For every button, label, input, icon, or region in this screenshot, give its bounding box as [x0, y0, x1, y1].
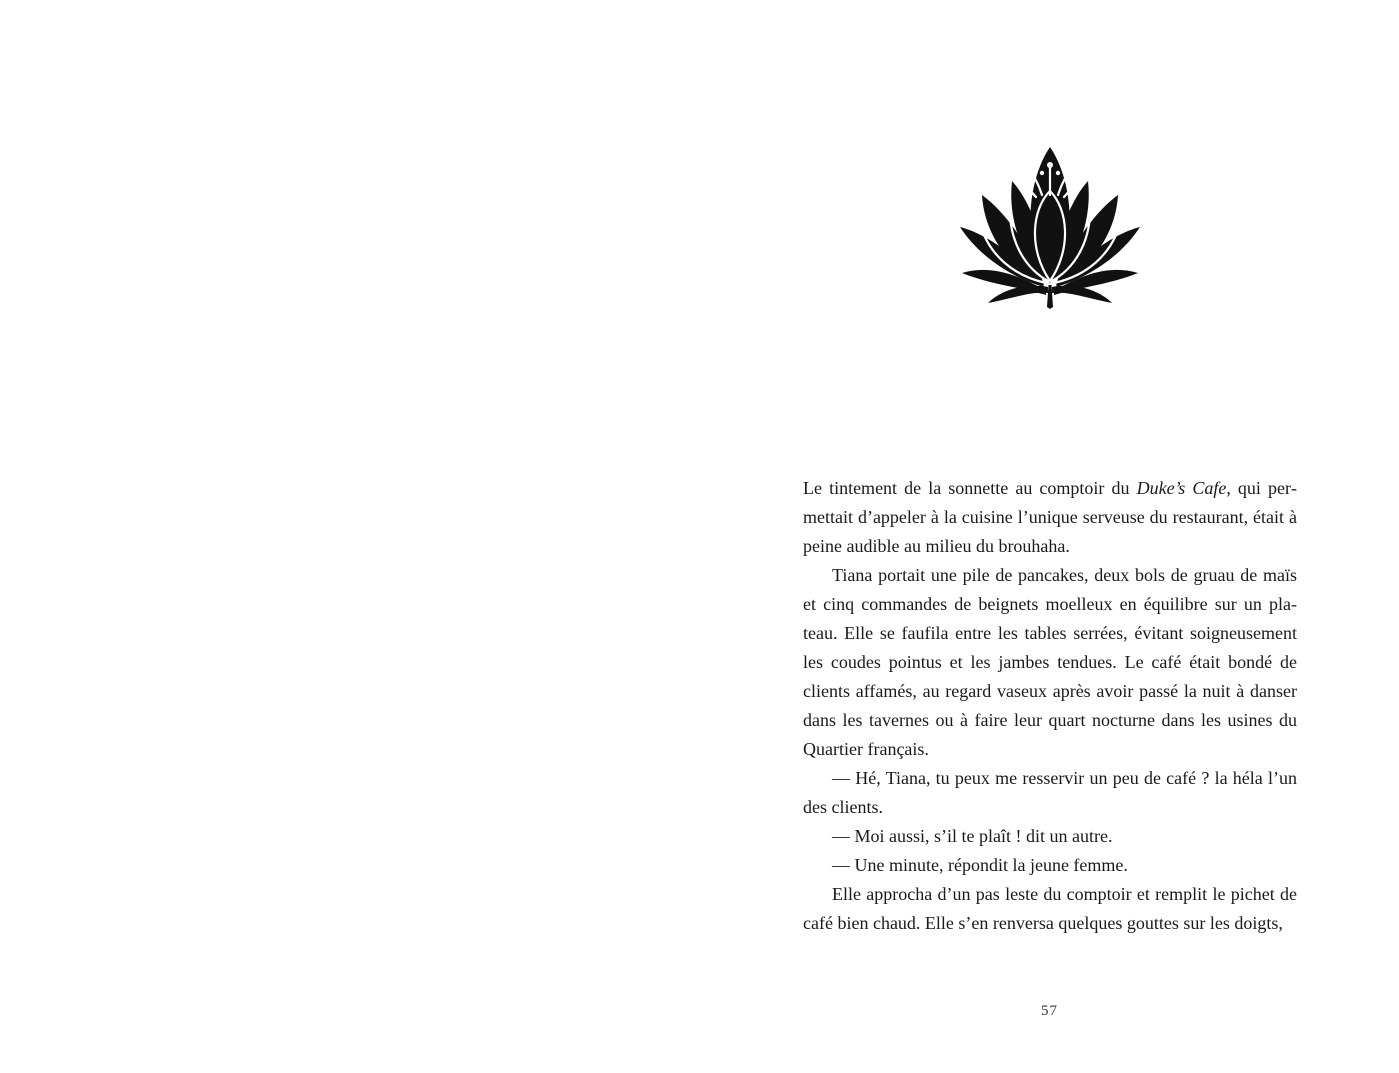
dialogue-line-1: — Hé, Tiana, tu peux me resservir un peu de café ? la héla l’un des clients.	[803, 768, 1297, 817]
dialogue-line-3: — Une minute, répondit la jeune femme.	[832, 855, 1128, 875]
body-text	[803, 474, 1297, 938]
paragraph-last: Elle approcha d’un pas leste du comptoir et remplit le pichet de café bien chaud. Elle s’en renversa quelques gouttes sur les doigts,	[803, 884, 1297, 933]
paragraph-1	[803, 474, 1297, 561]
lotus-flower-icon	[958, 143, 1142, 309]
paragraph-2: Tiana portait une pile de pancakes, deux bols de gruau de maïs et cinq commandes de beignets moelleux en équilibre sur un plateau. Elle se faufila entre les tables serrées, évitant soigneusement les coudes pointus et les jambes tendues. Le café était bondé de clients affamés, au regard vaseux après avoir passé la nuit à danser dans les tavernes ou à faire leur quart nocturne dans les usines du Quartier français.	[803, 565, 1297, 759]
paragraph-1-start: Le tintement de la sonnette au comptoir du	[803, 478, 1137, 498]
right-page	[700, 0, 1399, 1073]
paragraph-1-end: , qui permettait d’appeler à la cuisine l’unique serveuse du restaurant, était à peine audible au milieu du brouhaha.	[803, 478, 1297, 556]
cafe-name-italic: Duke’s Cafe	[1136, 478, 1227, 498]
dialogue-line-2: — Moi aussi, s’il te plaît ! dit un autre.	[832, 826, 1113, 846]
page-number: 57	[1041, 1003, 1058, 1019]
